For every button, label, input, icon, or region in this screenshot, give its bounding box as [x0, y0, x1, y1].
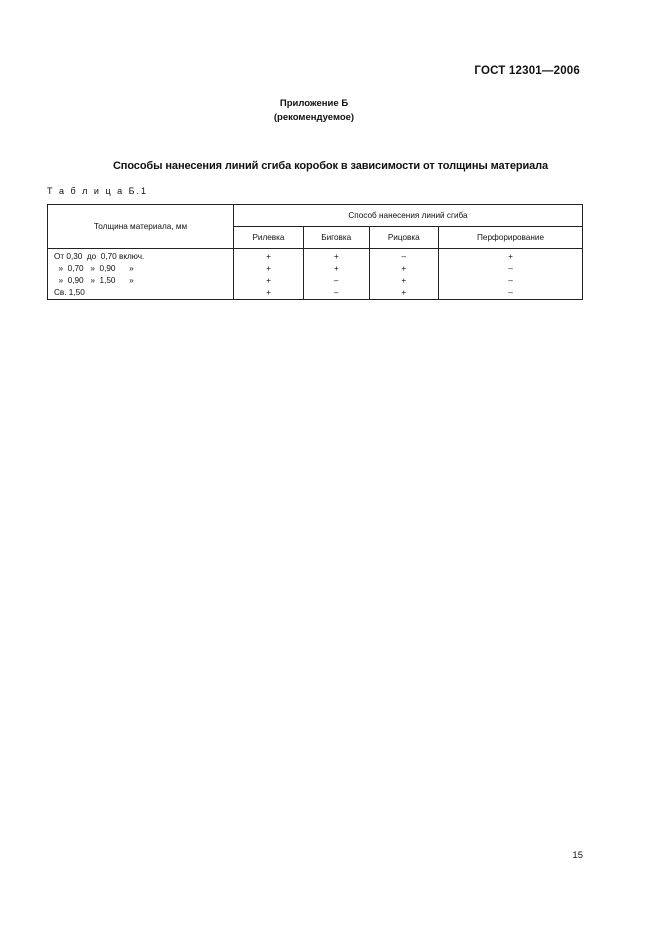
table-cell: – [369, 249, 439, 264]
header-thickness: Толщина материала, мм [48, 205, 234, 249]
table-cell: – [439, 287, 583, 300]
table-cell: – [439, 263, 583, 275]
header-method-group: Способ нанесения линий сгиба [234, 205, 583, 227]
table-row [48, 275, 583, 287]
table-cell: + [234, 275, 304, 287]
standard-number: ГОСТ 12301—2006 [474, 65, 580, 77]
table-cell: + [234, 263, 304, 275]
header-column: Рилевка [234, 227, 304, 249]
table-cell: + [439, 249, 583, 264]
table-cell: – [303, 287, 369, 300]
table-row [48, 249, 583, 264]
header-column: Перфорирование [439, 227, 583, 249]
appendix-subtitle: (рекомендуемое) [273, 112, 355, 123]
table-cell: + [234, 249, 304, 264]
header-column: Биговка [303, 227, 369, 249]
table-cell: + [303, 249, 369, 264]
table-label: Т а б л и ц а Б.1 [47, 186, 149, 196]
table-header-row [48, 205, 583, 227]
page-number: 15 [572, 850, 583, 861]
table-cell: + [369, 263, 439, 275]
appendix-title: Приложение Б [279, 98, 349, 109]
section-title: Способы нанесения линий сгиба коробок в зависимости от толщины материала [112, 160, 549, 172]
table-cell: + [303, 263, 369, 275]
table-row [48, 263, 583, 275]
fold-methods-table [47, 204, 583, 300]
table-cell: + [234, 287, 304, 300]
header-column: Рицовка [369, 227, 439, 249]
table-row [48, 287, 583, 300]
table-cell: – [439, 275, 583, 287]
thickness-cell: Св. 1,50 [48, 287, 234, 300]
table-cell: – [303, 275, 369, 287]
thickness-cell: » 0,90 » 1,50 » [48, 275, 234, 287]
appendix-heading [0, 97, 628, 125]
table-cell: + [369, 287, 439, 300]
table-cell: + [369, 275, 439, 287]
thickness-cell: От 0,30 до 0,70 включ. [48, 249, 234, 264]
thickness-cell: » 0,70 » 0,90 » [48, 263, 234, 275]
